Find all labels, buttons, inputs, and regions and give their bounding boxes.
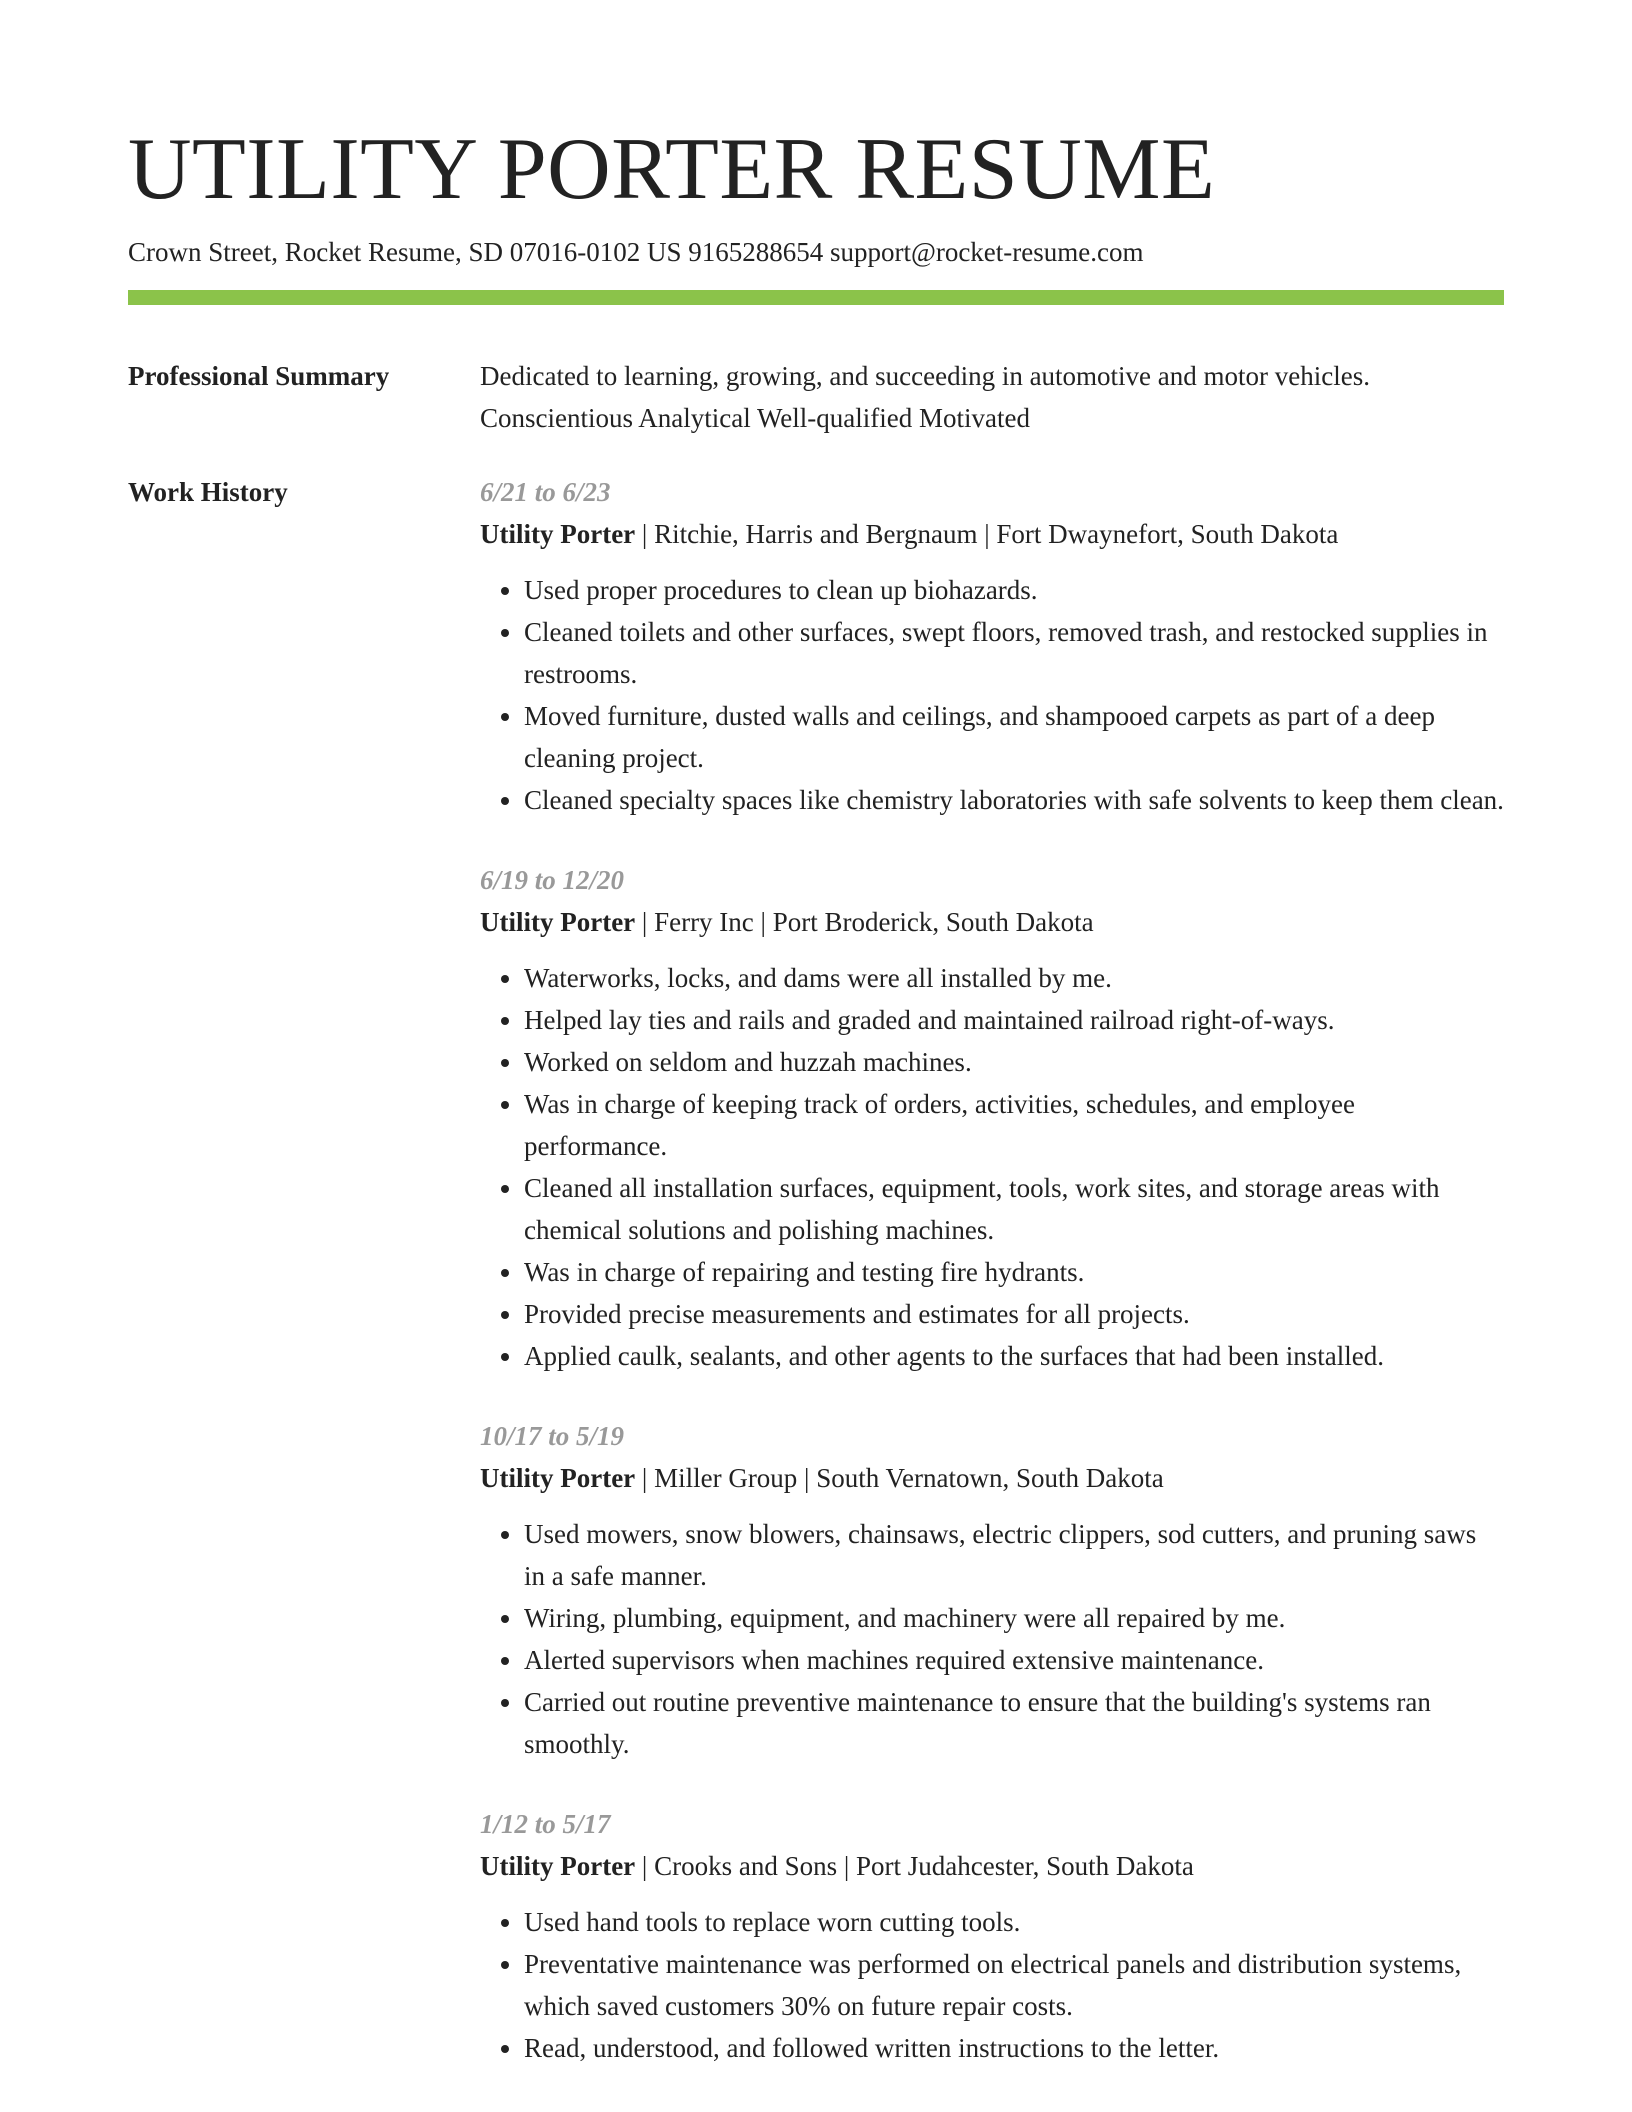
bullet-item: • Worked on seldom and huzzah machines.: [524, 1041, 1504, 1083]
bullet-item: • Read, understood, and followed written instructions to the letter.: [524, 2027, 1504, 2069]
job-details: | Crooks and Sons | Port Judahcester, South Dakota: [635, 1851, 1194, 1881]
job-dates: 1/12 to 5/17: [480, 1809, 611, 1839]
job-entry: [480, 1415, 1504, 1765]
job-heading: [480, 513, 1504, 555]
job-entry: [480, 1803, 1504, 2069]
bullet-item: • Alerted supervisors when machines required extensive maintenance.: [524, 1639, 1504, 1681]
bullet-item: • Used proper procedures to clean up biohazards.: [524, 569, 1504, 611]
contact-line: Crown Street, Rocket Resume, SD 07016-0102 US 9165288654 support@rocket-resume.com: [128, 237, 1144, 267]
bullet-item: • Wiring, plumbing, equipment, and machinery were all repaired by me.: [524, 1597, 1504, 1639]
summary-body: [480, 355, 1504, 439]
job-dates: 6/21 to 6/23: [480, 477, 611, 507]
job-details: | Ferry Inc | Port Broderick, South Dakota: [635, 907, 1094, 937]
bullet-item: • Waterworks, locks, and dams were all installed by me.: [524, 957, 1504, 999]
bullet-item: • Helped lay ties and rails and graded and maintained railroad right-of-ways.: [524, 999, 1504, 1041]
bullet-item: • Cleaned specialty spaces like chemistry laboratories with safe solvents to keep them clean.: [524, 779, 1504, 821]
job-title: Utility Porter: [480, 519, 636, 549]
bullet-item: • Carried out routine preventive maintenance to ensure that the building's systems ran smoothly.: [524, 1681, 1504, 1765]
job-title: Utility Porter: [480, 1463, 636, 1493]
job-title: Utility Porter: [480, 1851, 636, 1881]
job-bullets: [480, 1513, 1504, 1765]
job-dates: 10/17 to 5/19: [480, 1421, 625, 1451]
job-title: Utility Porter: [480, 907, 636, 937]
bullet-item: • Used mowers, snow blowers, chainsaws, electric clippers, sod cutters, and pruning saws in a safe manner.: [524, 1513, 1504, 1597]
resume-page: [128, 0, 1504, 2107]
bullet-item: • Was in charge of repairing and testing fire hydrants.: [524, 1251, 1504, 1293]
job-heading: [480, 1457, 1504, 1499]
summary-text: Dedicated to learning, growing, and succeeding in automotive and motor vehicles.: [480, 361, 1370, 391]
job-details: | Miller Group | South Vernatown, South Dakota: [635, 1463, 1164, 1493]
bullet-item: • Was in charge of keeping track of orders, activities, schedules, and employee performance.: [524, 1083, 1504, 1167]
resume-title: UTILITY PORTER RESUME: [128, 121, 1216, 218]
job-heading: [480, 901, 1504, 943]
bullet-item: • Applied caulk, sealants, and other agents to the surfaces that had been installed.: [524, 1335, 1504, 1377]
job-details: | Ritchie, Harris and Bergnaum | Fort Dwaynefort, South Dakota: [635, 519, 1339, 549]
bullet-item: • Cleaned all installation surfaces, equipment, tools, work sites, and storage areas with chemical solutions and polishing machines.: [524, 1167, 1504, 1251]
bullet-item: • Provided precise measurements and estimates for all projects.: [524, 1293, 1504, 1335]
bullet-item: • Preventative maintenance was performed on electrical panels and distribution systems, which saved customers 30% on future repair costs.: [524, 1943, 1504, 2027]
work-history-body: [480, 471, 1504, 2107]
work-history-section: [128, 471, 1504, 2107]
accent-divider: [128, 290, 1504, 305]
job-heading: [480, 1845, 1504, 1887]
section-label-work: Work History: [128, 477, 288, 507]
section-label-summary: Professional Summary: [128, 361, 390, 391]
job-bullets: [480, 569, 1504, 821]
job-bullets: [480, 957, 1504, 1377]
job-bullets: [480, 1901, 1504, 2069]
bullet-item: • Moved furniture, dusted walls and ceilings, and shampooed carpets as part of a deep cleaning project.: [524, 695, 1504, 779]
job-entry: [480, 471, 1504, 821]
bullet-item: • Cleaned toilets and other surfaces, swept floors, removed trash, and restocked supplies in restrooms.: [524, 611, 1504, 695]
job-dates: 6/19 to 12/20: [480, 865, 625, 895]
job-entry: [480, 859, 1504, 1377]
professional-summary-section: [128, 355, 1504, 439]
summary-keywords: Conscientious Analytical Well-qualified Motivated: [480, 403, 1030, 433]
bullet-item: • Used hand tools to replace worn cutting tools.: [524, 1901, 1504, 1943]
